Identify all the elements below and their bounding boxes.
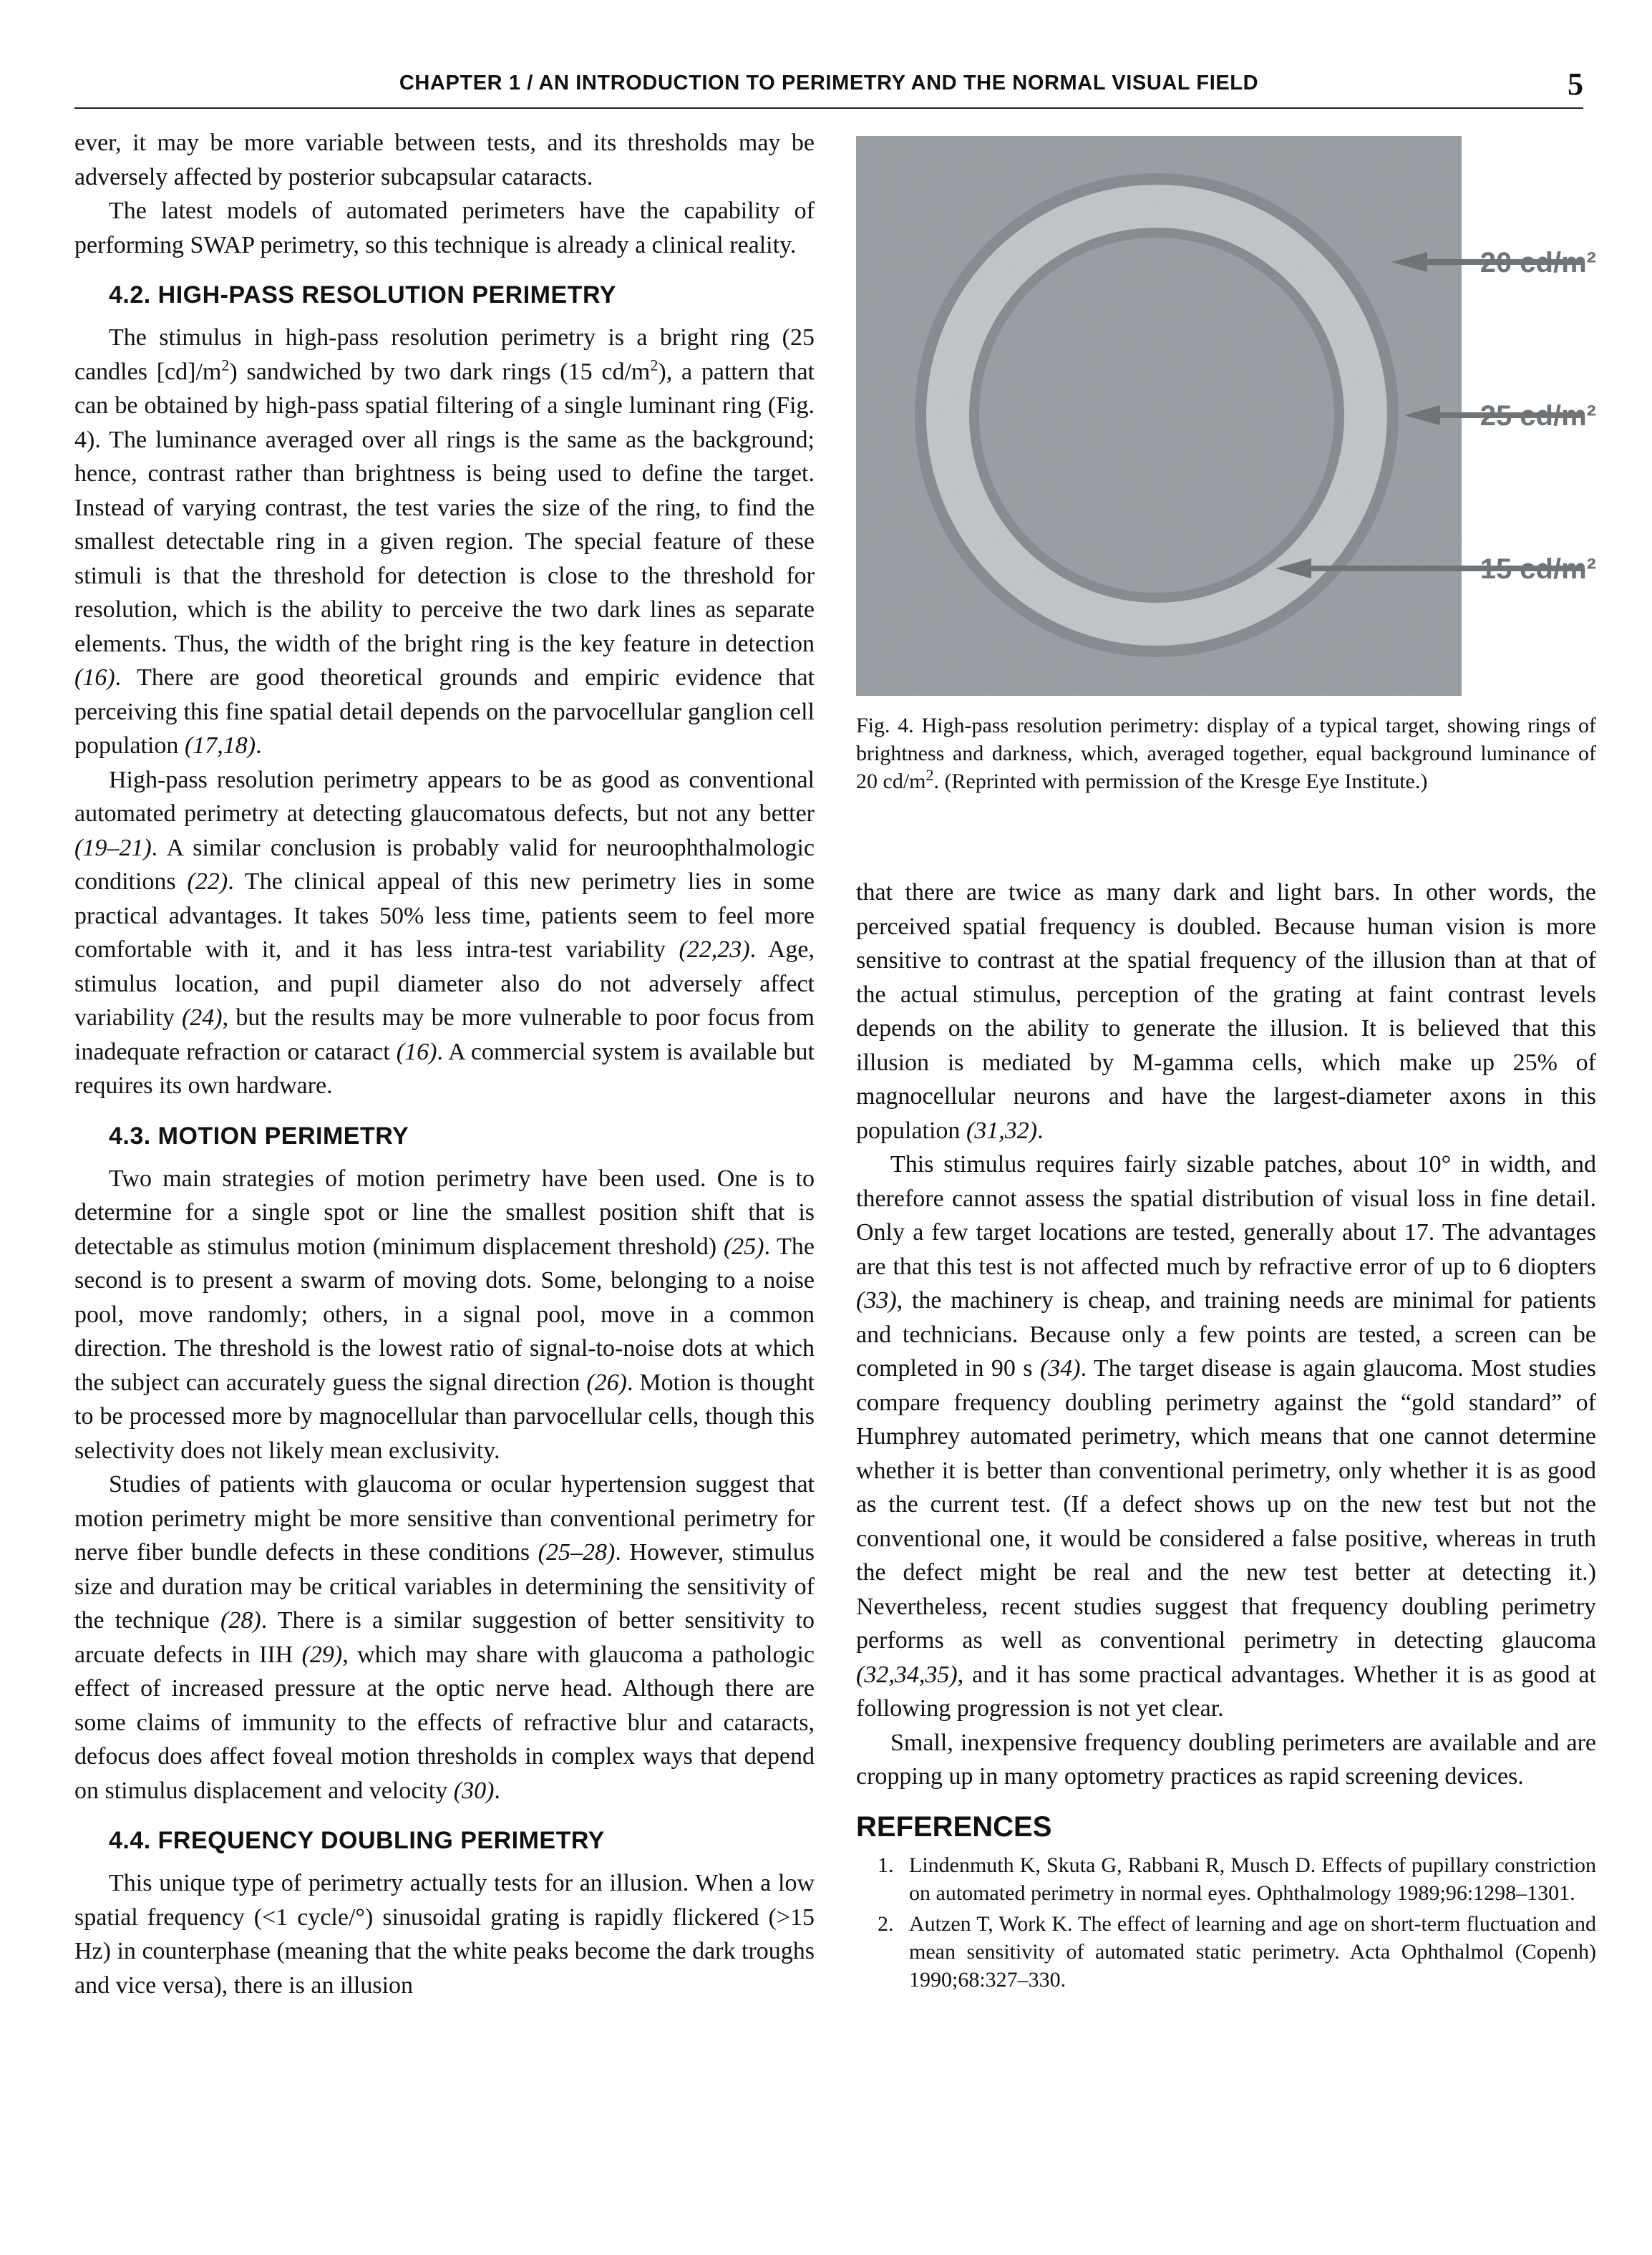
paragraph: This unique type of perimetry actually tests for an illusion. When a low spatial frequency (<1 cycle/°) sinusoidal grating is rapidly flickered (>15 Hz) in counterphase (meaning that the white peaks become the dark troughs and vice versa), there is an illusion xyxy=(74,1870,815,1999)
citation: (33) xyxy=(856,1287,897,1314)
reference-item: 2. Autzen T, Work K. The effect of learning and age on short-term fluctuation and mean sensitivity of automated static perimetry. Acta Ophthalmol (Copenh) 1990;68:327–330. xyxy=(878,1911,1596,1992)
citation: (29) xyxy=(301,1641,343,1668)
citation: (17,18) xyxy=(184,732,256,759)
citation: (22) xyxy=(187,868,228,895)
paragraph: Small, inexpensive frequency doubling perimeters are available and are cropping up in many optometry practices as rapid screening devices. xyxy=(856,1729,1596,1790)
paragraph: The latest models of automated perimeters have the capability of performing SWAP perimetry, so this technique is already a clinical reality. xyxy=(74,198,815,258)
citation: (25–28) xyxy=(538,1539,616,1566)
reference-item: 1. Lindenmuth K, Skuta G, Rabbani R, Musch D. Effects of pupillary constriction on automated perimetry in normal eyes. Ophthalmology 1989;96:1298–1301. xyxy=(878,1853,1596,1905)
running-header xyxy=(74,66,1583,109)
section-heading-4-4: 4.4. FREQUENCY DOUBLING PERIMETRY xyxy=(109,1827,605,1854)
center-background xyxy=(979,238,1334,593)
paragraph: Studies of patients with glaucoma or ocular hypertension suggest that motion perimetry might be more sensitive than conventional perimetry for nerve fiber bundle defects in these conditions (25–28). However, stimulus size and duration may be critical variables in determining the sensitivity of the technique (28). There is a similar suggestion of better sensitivity to arcuate defects in IIH (29), which may share with glaucoma a pathologic effect of increased pressure at the optic nerve head. Although there are some claims of immunity to the effects of refractive blur and cataracts, defocus does affect foveal motion thresholds in complex ways that depend on stimulus displacement and velocity (30). xyxy=(74,1471,815,1804)
citation: (26) xyxy=(586,1369,627,1396)
label-25-cd: 25 cd/m² xyxy=(1479,400,1596,432)
citation: (31,32) xyxy=(966,1117,1038,1144)
references-heading: REFERENCES xyxy=(856,1810,1052,1843)
paragraph: Two main strategies of motion perimetry have been used. One is to determine for a single spot or line the smallest position shift that is detectable as stimulus motion (minimum displacement threshold) (25). The second is to present a swarm of moving dots. Some, belonging to a noise pool, move randomly; others, in a signal pool, move in a common direction. The threshold is the lowest ratio of signal-to-noise dots at which the subject can accurately guess the signal direction (26). Motion is thought to be processed more by magnocellular than parvocellular cells, though this selectivity does not likely mean exclusivity. xyxy=(74,1165,815,1464)
paragraph: High-pass resolution perimetry appears to be as good as conventional automated perimetry at detecting glaucomatous defects, but not any better (19–21). A similar conclusion is probably valid for neuroophthalmologic conditions (22). The clinical appeal of this new perimetry lies in some practical advantages. It takes 50% less time, patients seem to feel more comfortable with it, and it has less intra-test variability (22,23). Age, stimulus location, and pupil diameter also do not adversely affect variability (24), but the results may be more vulnerable to poor focus from inadequate refraction or cataract (16). A commercial system is available but requires its own hardware. xyxy=(74,766,815,1099)
citation: (25) xyxy=(723,1233,764,1260)
figure-4 xyxy=(856,126,1596,699)
column-gap xyxy=(856,795,1596,876)
page-number: 5 xyxy=(1568,67,1583,102)
paragraph: ever, it may be more variable between tests, and its thresholds may be adversely affected by posterior subcapsular cataracts. xyxy=(74,130,815,190)
citation: (28) xyxy=(220,1607,261,1634)
citation: (32,34,35) xyxy=(856,1661,958,1688)
citation: (19–21) xyxy=(74,834,152,861)
paragraph: This stimulus requires fairly sizable patches, about 10° in width, and therefore cannot assess the spatial distribution of visual loss in fine detail. Only a few target locations are tested, generally about 17. The advantages are that this test is not affected much by refractive error of up to 6 diopters (33), the machinery is cheap, and training needs are minimal for patients and technicians. Because only a few points are tested, a screen can be completed in 90 s (34). The target disease is again glaucoma. Most studies compare frequency doubling perimetry against the “gold standard” of Humphrey automated perimetry, which means that one cannot determine whether it is better than conventional perimetry, only whether it is as good as the current test. (If a defect shows up on the new test but not the conventional one, it would be considered a false positive, whereas in truth the defect might be real and the new test better at detecting it.) Nevertheless, recent studies suggest that frequency doubling perimetry performs as well as conventional perimetry in detecting glaucoma (32,34,35), and it has some practical advantages. Whether it is as good at following progression is not yet clear. xyxy=(856,1151,1596,1722)
citation: (24) xyxy=(181,1004,223,1031)
reference-list xyxy=(856,1851,1596,1994)
label-15-cd: 15 cd/m² xyxy=(1479,553,1596,585)
label-20-cd: 20 cd/m² xyxy=(1479,247,1596,278)
right-column xyxy=(856,126,1596,1997)
paragraph: The stimulus in high-pass resolution perimetry is a bright ring (25 candles $[cd]/m^2$) sandwiched by two dark rings (15 $cd/m^2$), a pattern that can be obtained by high-pass spatial filtering of a single luminant ring (Fig. 4). The luminance averaged over all rings is the same as the background; hence, contrast rather than brightness is being used to define the target. Instead of varying contrast, the test varies the size of the ring, to find the smallest detectable ring in a given region. The special feature of these stimuli is that the threshold for detection is close to the threshold for resolution, which is the ability to perceive the two dark lines as separate elements. Thus, the width of the bright ring is the key feature in detection (16). There are good theoretical grounds and empiric evidence that perceiving this fine spatial detail depends on the parvocellular ganglion cell population (17,18). xyxy=(74,324,815,759)
citation: (22,23) xyxy=(679,936,750,963)
section-heading-4-3: 4.3. MOTION PERIMETRY xyxy=(109,1122,409,1150)
figure-caption: Fig. 4. High-pass resolution perimetry: display of a typical target, showing rings of brightness and darkness, which, averaged together, equal background luminance of 20 $cd/m^2$. (Reprinted with permission of the Kresge Eye Institute.) xyxy=(856,714,1596,793)
ring-stimulus-image xyxy=(856,126,1596,699)
chapter-title: CHAPTER 1 / AN INTRODUCTION TO PERIMETRY AND THE NORMAL VISUAL FIELD xyxy=(399,72,1259,94)
section-heading-4-2: 4.2. HIGH-PASS RESOLUTION PERIMETRY xyxy=(109,281,616,309)
citation: (34) xyxy=(1039,1355,1081,1382)
citation: (16) xyxy=(396,1038,437,1065)
citation: (30) xyxy=(453,1777,495,1804)
paragraph: that there are twice as many dark and light bars. In other words, the perceived spatial frequency is doubled. Because human vision is more sensitive to contrast at the spatial frequency of the illusion than at that of the actual stimulus, perception of the grating at faint contrast levels depends on the ability to generate the illusion. It is believed that this illusion is mediated by M-gamma cells, which make up 25% of magnocellular neurons and have the largest-diameter axons in this population (31,32). xyxy=(856,879,1596,1144)
left-column xyxy=(74,126,815,2002)
citation: (16) xyxy=(74,664,115,691)
